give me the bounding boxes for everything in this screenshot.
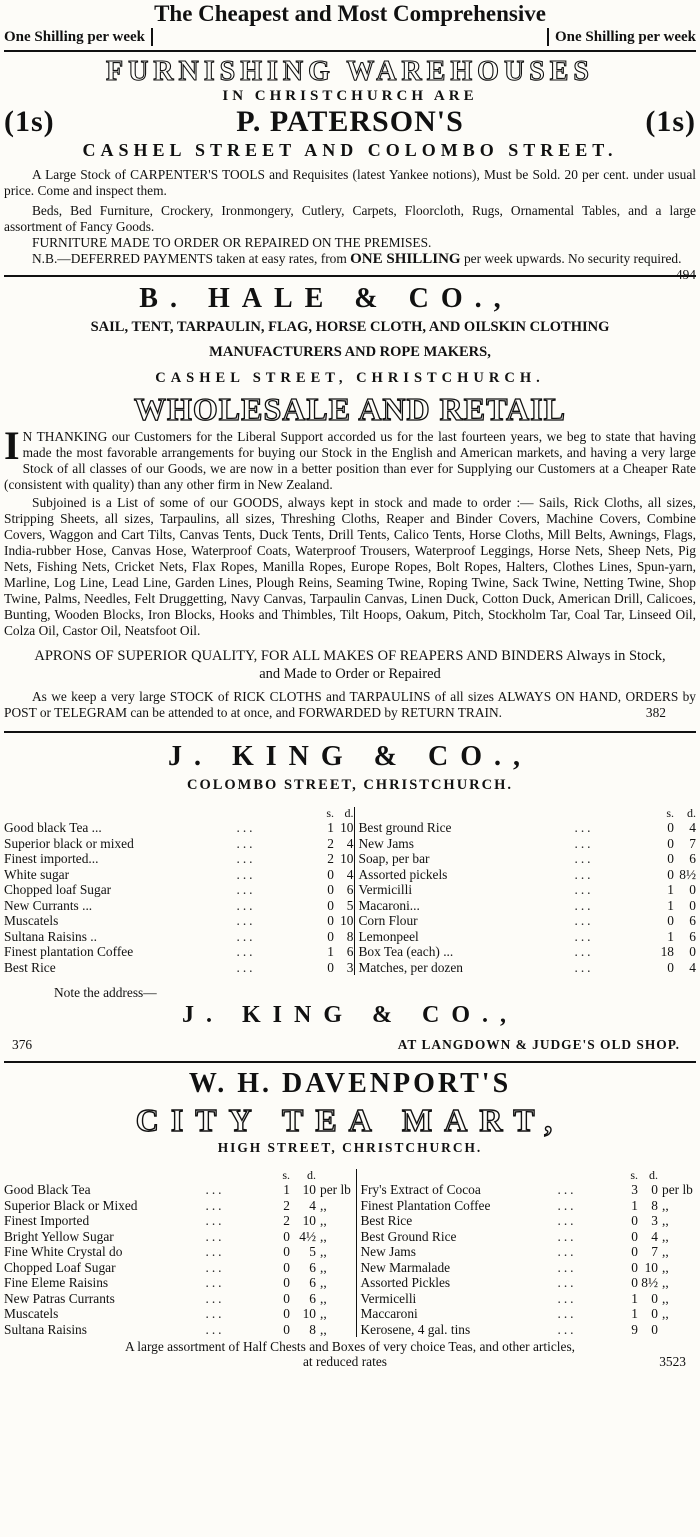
price-unit: ,, bbox=[662, 1275, 669, 1290]
price-shillings: 3 bbox=[631, 1182, 638, 1197]
shilling-left: One Shilling per week bbox=[4, 28, 153, 46]
price-shillings: 1 bbox=[631, 1197, 638, 1213]
price-left: (1s) bbox=[4, 105, 55, 138]
davenport-name: W. H. DAVENPORT'S bbox=[188, 1068, 512, 1099]
hale-line1: SAIL, TENT, TARPAULIN, FLAG, HORSE CLOTH, AND OILSKIN CLOTHING bbox=[90, 319, 610, 335]
paterson-advert bbox=[4, 0, 696, 282]
price-pence: 4 bbox=[651, 1228, 658, 1244]
item-name: Chopped Loaf Sugar bbox=[4, 1259, 116, 1275]
item-name: Finest Imported bbox=[4, 1213, 90, 1228]
leader-dots: ... bbox=[205, 1321, 225, 1337]
item-name: Sultana Raisins .. bbox=[4, 928, 97, 944]
price-pence: 0 bbox=[651, 1290, 658, 1306]
price-shillings: 0 bbox=[667, 866, 674, 882]
king-name: J. KING & CO., bbox=[168, 741, 532, 772]
table-row bbox=[4, 1229, 696, 1245]
price-pence: 3 bbox=[651, 1213, 658, 1228]
hale-para2: Subjoined is a List of some of our GOODS, always kept in stock and made to order :— Sails, Rick Cloths, all sizes, Stripping Sheets, all sizes, Tarpaulins, all sizes, Threshing Cloths, Reaper and Binder Covers, Machine Covers, Combine Covers, Waggon and Cart Tilts, Canvas Tents, Duck Tents, Drill Tents, Calico Tents, Horse Cloths, Mill Belts, Awnings, Flags, India-rubber Hose, Canvas Hose, Waterproof Coats, Waterproof Trousers, Waterproof Leggings, Horse Nets, Sheep Nets, Pig Nets, Fishing Nets, Cricket Nets, Flax Ropes, Manilla Ropes, Europe Ropes, Bolt Ropes, Halters, Clothes Lines, Spun-yarn, Marline, Log Line, Lead Line, Garden Lines, Plough Reins, Seaming Twine, Roping Twine, Sack Twine, Netting Twine, Shop Twine, Palms, Needles, Felt Druggetting, Navy Canvas, Tarpaulin Canvas, Linen Duck, Cotton Duck, American Drill, Calicoes, Bunting, Wooden Blocks, Iron Blocks, Hooks and Thimbles, Tilt Hoops, Oakum, Pitch, Stockholm Tar, Coal Tar, Linseed Oil, Colza Oil, Castor Oil, Neatsfoot Oil. bbox=[4, 495, 696, 638]
price-pence: 8 bbox=[309, 1321, 316, 1337]
price-pence: 4 bbox=[689, 820, 696, 835]
price-pence: 0 bbox=[651, 1182, 658, 1197]
price-pence: 7 bbox=[689, 835, 696, 851]
price-pence: 6 bbox=[346, 882, 354, 897]
col-shillings: s. bbox=[630, 1168, 638, 1182]
price-pence: 0 bbox=[651, 1321, 658, 1337]
leader-dots: ... bbox=[557, 1259, 577, 1275]
price-unit: ,, bbox=[662, 1306, 669, 1321]
price-unit: ,, bbox=[320, 1306, 327, 1321]
price-shillings: 0 bbox=[283, 1321, 290, 1337]
price-unit: ,, bbox=[662, 1244, 669, 1259]
item-name: Lemonpeel bbox=[354, 929, 522, 945]
table-row bbox=[4, 960, 696, 976]
leader-dots: ... bbox=[557, 1290, 577, 1306]
price-pence: 6 bbox=[309, 1290, 316, 1306]
paterson-title: FURNISHING WAREHOUSES bbox=[105, 56, 595, 87]
item-name: Soap, per bar bbox=[354, 851, 522, 867]
price-pence: 10 bbox=[302, 1182, 316, 1197]
paterson-heading: The Cheapest and Most Comprehensive bbox=[154, 1, 546, 26]
price-pence: 6 bbox=[689, 913, 696, 928]
hale-code: 382 bbox=[645, 705, 666, 720]
price-right: (1s) bbox=[645, 105, 696, 138]
price-pence: 6 bbox=[309, 1275, 316, 1290]
davenport-price-list bbox=[4, 1169, 696, 1337]
paterson-in-city: IN CHRISTCHURCH ARE bbox=[222, 88, 478, 104]
price-shillings: 1 bbox=[667, 882, 674, 897]
price-unit: ,, bbox=[320, 1290, 327, 1306]
item-name: Muscatels bbox=[4, 913, 59, 928]
item-name: New Patras Currants bbox=[4, 1290, 115, 1306]
paterson-para2: Beds, Bed Furniture, Crockery, Ironmongery, Cutlery, Carpets, Floorcloth, Rugs, Ornamental Tables, and a large assortment of Fancy Goods. bbox=[4, 203, 696, 234]
item-name: New Jams bbox=[356, 1244, 516, 1260]
price-pence: 5 bbox=[346, 897, 354, 913]
price-pence: 4 bbox=[346, 866, 354, 882]
item-name: Vermicelli bbox=[356, 1291, 516, 1307]
leader-dots: ... bbox=[205, 1259, 225, 1275]
price-pence: 6 bbox=[309, 1259, 316, 1275]
price-pence: 10 bbox=[644, 1259, 658, 1275]
price-pence: 10 bbox=[340, 851, 354, 866]
king-advert bbox=[4, 739, 696, 1053]
item-name: Best Ground Rice bbox=[356, 1229, 516, 1245]
price-pence: 10 bbox=[340, 820, 354, 835]
price-pence: 3 bbox=[346, 959, 354, 975]
leader-dots: ... bbox=[574, 959, 594, 975]
price-unit bbox=[658, 1322, 696, 1338]
leader-dots: ... bbox=[205, 1306, 225, 1321]
table-row bbox=[4, 944, 696, 960]
col-shillings: s. bbox=[282, 1168, 290, 1182]
price-unit: ,, bbox=[320, 1244, 327, 1259]
leader-dots: ... bbox=[574, 944, 594, 959]
table-row bbox=[4, 867, 696, 883]
price-unit: ,, bbox=[662, 1290, 669, 1306]
price-shillings: 0 bbox=[283, 1275, 290, 1290]
price-shillings: 0 bbox=[327, 913, 334, 928]
leader-dots: ... bbox=[236, 820, 256, 835]
price-unit: ,, bbox=[662, 1228, 669, 1244]
item-name: Sultana Raisins bbox=[4, 1321, 87, 1337]
price-shillings: 0 bbox=[327, 928, 334, 944]
item-name: Superior black or mixed bbox=[4, 835, 134, 851]
item-name: Matches, per dozen bbox=[354, 960, 522, 976]
king-address: COLOMBO STREET, CHRISTCHURCH. bbox=[186, 777, 514, 793]
leader-dots: ... bbox=[574, 835, 594, 851]
price-shillings: 0 bbox=[631, 1259, 638, 1275]
item-name: Good black Tea ... bbox=[4, 820, 102, 835]
item-name: Maccaroni bbox=[356, 1306, 516, 1322]
price-shillings: 0 bbox=[667, 820, 674, 835]
leader-dots: ... bbox=[574, 897, 594, 913]
price-pence: 4 bbox=[346, 835, 354, 851]
item-name: Fine White Crystal do bbox=[4, 1244, 123, 1259]
item-name: Finest Plantation Coffee bbox=[356, 1198, 516, 1214]
item-name: Box Tea (each) ... bbox=[354, 944, 522, 960]
price-shillings: 0 bbox=[667, 913, 674, 928]
price-shillings: 0 bbox=[283, 1306, 290, 1321]
paterson-name-row bbox=[4, 105, 696, 139]
hale-line2: MANUFACTURERS AND ROPE MAKERS, bbox=[209, 344, 491, 360]
price-shillings: 0 bbox=[327, 882, 334, 897]
table-row bbox=[4, 882, 696, 898]
price-shillings: 0 bbox=[283, 1228, 290, 1244]
price-pence: 4 bbox=[309, 1197, 316, 1213]
price-shillings: 1 bbox=[667, 928, 674, 944]
price-shillings: 2 bbox=[283, 1197, 290, 1213]
price-shillings: 0 bbox=[327, 897, 334, 913]
table-row bbox=[4, 1182, 696, 1198]
leader-dots: ... bbox=[205, 1197, 225, 1213]
paterson-code: 494 bbox=[675, 267, 696, 282]
price-shillings: 1 bbox=[631, 1306, 638, 1321]
paterson-para4: N.B.—DEFERRED PAYMENTS taken at easy rates, from ONE SHILLING per week upwards. No security required. 494 bbox=[32, 251, 696, 282]
leader-dots: ... bbox=[236, 928, 256, 944]
davenport-address: HIGH STREET, CHRISTCHURCH. bbox=[217, 1140, 483, 1155]
hale-aprons: APRONS OF SUPERIOR QUALITY, FOR ALL MAKES OF REAPERS AND BINDERS Always in Stock, and Made to Order or Repaired bbox=[34, 648, 666, 682]
leader-dots: ... bbox=[236, 835, 256, 851]
price-pence: 4 bbox=[689, 959, 696, 975]
item-name: Fine Eleme Raisins bbox=[4, 1275, 109, 1290]
leader-dots: ... bbox=[557, 1244, 577, 1259]
hale-advert bbox=[4, 281, 696, 721]
leader-dots: ... bbox=[205, 1244, 225, 1259]
leader-dots: ... bbox=[236, 866, 256, 882]
price-shillings: 0 bbox=[283, 1244, 290, 1259]
price-pence: 8 bbox=[651, 1197, 658, 1213]
leader-dots: ... bbox=[574, 866, 594, 882]
table-row bbox=[4, 1322, 696, 1338]
price-pence: 8½ bbox=[641, 1275, 658, 1290]
price-shillings: 0 bbox=[631, 1244, 638, 1259]
price-shillings: 1 bbox=[283, 1182, 290, 1197]
davenport-code: 3523 bbox=[659, 1354, 686, 1369]
item-name: White sugar bbox=[4, 866, 70, 882]
table-row bbox=[4, 1260, 696, 1276]
price-unit: per lb bbox=[320, 1182, 351, 1197]
item-name: Best ground Rice bbox=[354, 820, 522, 836]
price-pence: 6 bbox=[346, 944, 354, 959]
col-pence: d. bbox=[649, 1168, 658, 1182]
price-shillings: 0 bbox=[327, 959, 334, 975]
paterson-para1: A Large Stock of CARPENTER'S TOOLS and Requisites (latest Yankee notions), Must be Sold. 20 per cent. under usual price. Come and inspect them. bbox=[4, 167, 696, 198]
price-pence: 4½ bbox=[299, 1228, 316, 1244]
table-row bbox=[4, 913, 696, 929]
leader-dots: ... bbox=[574, 851, 594, 866]
table-row bbox=[4, 851, 696, 867]
leader-dots: ... bbox=[205, 1182, 225, 1197]
price-shillings: 1 bbox=[631, 1290, 638, 1306]
hale-name: B. HALE & CO., bbox=[139, 283, 513, 314]
table-row bbox=[4, 898, 696, 914]
price-pence: 10 bbox=[302, 1306, 316, 1321]
leader-dots: ... bbox=[557, 1228, 577, 1244]
king-old-shop: AT LANGDOWN & JUDGE'S OLD SHOP. bbox=[397, 1037, 680, 1052]
leader-dots: ... bbox=[205, 1228, 225, 1244]
price-shillings: 1 bbox=[327, 820, 334, 835]
hale-address: CASHEL STREET, CHRISTCHURCH. bbox=[155, 370, 545, 386]
price-unit: ,, bbox=[320, 1321, 327, 1337]
table-row bbox=[4, 820, 696, 836]
item-name: Bright Yellow Sugar bbox=[4, 1228, 114, 1244]
col-pence: d. bbox=[687, 806, 696, 820]
price-shillings: 9 bbox=[631, 1321, 638, 1337]
item-name: Chopped loaf Sugar bbox=[4, 882, 112, 897]
leader-dots: ... bbox=[236, 897, 256, 913]
price-pence: 7 bbox=[651, 1244, 658, 1259]
leader-dots: ... bbox=[574, 928, 594, 944]
price-shillings: 2 bbox=[327, 851, 334, 866]
price-shillings: 0 bbox=[283, 1259, 290, 1275]
davenport-advert bbox=[4, 1067, 696, 1369]
item-name: Vermicilli bbox=[354, 882, 522, 898]
price-pence: 0 bbox=[689, 944, 696, 959]
king-price-header bbox=[4, 807, 696, 820]
shilling-banner bbox=[4, 28, 696, 46]
paterson-address: CASHEL STREET AND COLOMBO STREET. bbox=[82, 140, 618, 160]
leader-dots: ... bbox=[557, 1182, 577, 1197]
king-price-list bbox=[4, 807, 696, 975]
price-pence: 8 bbox=[346, 928, 354, 944]
price-pence: 0 bbox=[689, 897, 696, 913]
leader-dots: ... bbox=[557, 1321, 577, 1337]
table-row bbox=[4, 929, 696, 945]
hale-dropcap: I bbox=[4, 423, 20, 468]
leader-dots: ... bbox=[205, 1290, 225, 1306]
paterson-body bbox=[4, 167, 696, 282]
paterson-para3: FURNITURE MADE TO ORDER OR REPAIRED ON THE PREMISES. bbox=[32, 235, 432, 250]
item-name: Muscatels bbox=[4, 1306, 59, 1321]
table-row bbox=[4, 1275, 696, 1291]
item-name: Best Rice bbox=[4, 959, 56, 975]
king-note: Note the address— bbox=[54, 985, 157, 1000]
table-row bbox=[4, 1198, 696, 1214]
price-pence: 0 bbox=[651, 1306, 658, 1321]
table-row bbox=[4, 1244, 696, 1260]
leader-dots: ... bbox=[236, 882, 256, 897]
leader-dots: ... bbox=[236, 944, 256, 959]
price-pence: 8½ bbox=[679, 866, 696, 882]
price-shillings: 0 bbox=[667, 959, 674, 975]
price-shillings: 0 bbox=[327, 866, 334, 882]
price-shillings: 0 bbox=[631, 1275, 638, 1290]
price-unit: ,, bbox=[320, 1259, 327, 1275]
table-row bbox=[4, 1213, 696, 1229]
table-row bbox=[4, 1306, 696, 1322]
davenport-footer2: at reduced rates bbox=[302, 1354, 387, 1369]
price-shillings: 0 bbox=[283, 1290, 290, 1306]
leader-dots: ... bbox=[236, 913, 256, 928]
price-pence: 5 bbox=[309, 1244, 316, 1259]
hale-title: WHOLESALE AND RETAIL bbox=[134, 391, 566, 427]
price-unit: ,, bbox=[320, 1228, 327, 1244]
leader-dots: ... bbox=[557, 1306, 577, 1321]
item-name: Assorted pickels bbox=[354, 867, 522, 883]
king-footer bbox=[4, 1037, 696, 1053]
davenport-footer1: A large assortment of Half Chests and Boxes of very choice Teas, and other articles, bbox=[125, 1339, 575, 1354]
price-shillings: 0 bbox=[631, 1228, 638, 1244]
price-shillings: 0 bbox=[667, 851, 674, 866]
table-row bbox=[4, 1291, 696, 1307]
item-name: Best Rice bbox=[356, 1213, 516, 1229]
hale-body bbox=[4, 423, 696, 721]
leader-dots: ... bbox=[557, 1213, 577, 1228]
price-shillings: 2 bbox=[327, 835, 334, 851]
item-name: Superior Black or Mixed bbox=[4, 1197, 138, 1213]
price-unit: ,, bbox=[662, 1213, 669, 1228]
item-name: Kerosene, 4 gal. tins bbox=[356, 1322, 516, 1338]
item-name: Finest imported... bbox=[4, 851, 99, 866]
price-unit: ,, bbox=[320, 1275, 327, 1290]
col-pence: d. bbox=[344, 806, 354, 820]
col-shillings: s. bbox=[326, 806, 334, 820]
price-shillings: 18 bbox=[660, 944, 674, 959]
price-shillings: 2 bbox=[283, 1213, 290, 1228]
leader-dots: ... bbox=[205, 1213, 225, 1228]
davenport-footer-row bbox=[4, 1354, 696, 1369]
price-unit: ,, bbox=[662, 1259, 669, 1275]
hale-para3: As we keep a very large STOCK of RICK CLOTHS and TARPAULINS of all sizes ALWAYS ON HAND, ORDERS by POST or TELEGRAM can be attended to at once, and FORWARDED by RETURN TRAIN. 382 bbox=[4, 689, 696, 720]
price-pence: 10 bbox=[340, 913, 354, 928]
davenport-title: CITY TEA MART, bbox=[135, 1102, 565, 1138]
price-shillings: 1 bbox=[667, 897, 674, 913]
price-unit: ,, bbox=[320, 1197, 327, 1213]
price-unit: ,, bbox=[320, 1213, 327, 1228]
price-unit: per lb bbox=[662, 1182, 693, 1197]
price-pence: 6 bbox=[689, 851, 696, 866]
leader-dots: ... bbox=[205, 1275, 225, 1290]
leader-dots: ... bbox=[574, 882, 594, 897]
price-pence: 6 bbox=[689, 928, 696, 944]
item-name: New Currants ... bbox=[4, 897, 93, 913]
king-code: 376 bbox=[12, 1037, 33, 1052]
davenport-price-header bbox=[4, 1169, 696, 1182]
leader-dots: ... bbox=[236, 959, 256, 975]
item-name: New Jams bbox=[354, 836, 522, 852]
col-pence: d. bbox=[307, 1168, 316, 1182]
item-name: New Marmalade bbox=[356, 1260, 516, 1276]
item-name: Finest plantation Coffee bbox=[4, 944, 134, 959]
leader-dots: ... bbox=[236, 851, 256, 866]
item-name: Fry's Extract of Cocoa bbox=[356, 1182, 516, 1198]
price-unit: ,, bbox=[662, 1197, 669, 1213]
leader-dots: ... bbox=[557, 1275, 577, 1290]
leader-dots: ... bbox=[574, 820, 594, 835]
price-pence: 0 bbox=[689, 882, 696, 897]
table-row bbox=[4, 836, 696, 852]
price-shillings: 0 bbox=[631, 1213, 638, 1228]
leader-dots: ... bbox=[557, 1197, 577, 1213]
price-pence: 10 bbox=[302, 1213, 316, 1228]
item-name: Assorted Pickles bbox=[356, 1275, 516, 1291]
shilling-right: One Shilling per week bbox=[547, 28, 696, 46]
item-name: Macaroni... bbox=[354, 898, 522, 914]
item-name: Good Black Tea bbox=[4, 1182, 91, 1197]
hale-para1: N THANKING our Customers for the Liberal Support accorded us for the last fourteen years, we beg to state that having made the most favorable arrangements for buying our Stock in the English and American markets, and having a very large Stock of all classes of our Goods, we are now in a better position than ever for Supplying our Customers at a Cheaper Rate (consistent with quality) than any other firm in New Zealand. bbox=[4, 429, 696, 492]
leader-dots: ... bbox=[574, 913, 594, 928]
item-name: Corn Flour bbox=[354, 913, 522, 929]
col-shillings: s. bbox=[666, 806, 674, 820]
price-shillings: 0 bbox=[667, 835, 674, 851]
paterson-name: P. PATERSON'S bbox=[236, 105, 464, 138]
price-shillings: 1 bbox=[327, 944, 334, 959]
king-name2: J. KING & CO., bbox=[182, 1002, 518, 1028]
